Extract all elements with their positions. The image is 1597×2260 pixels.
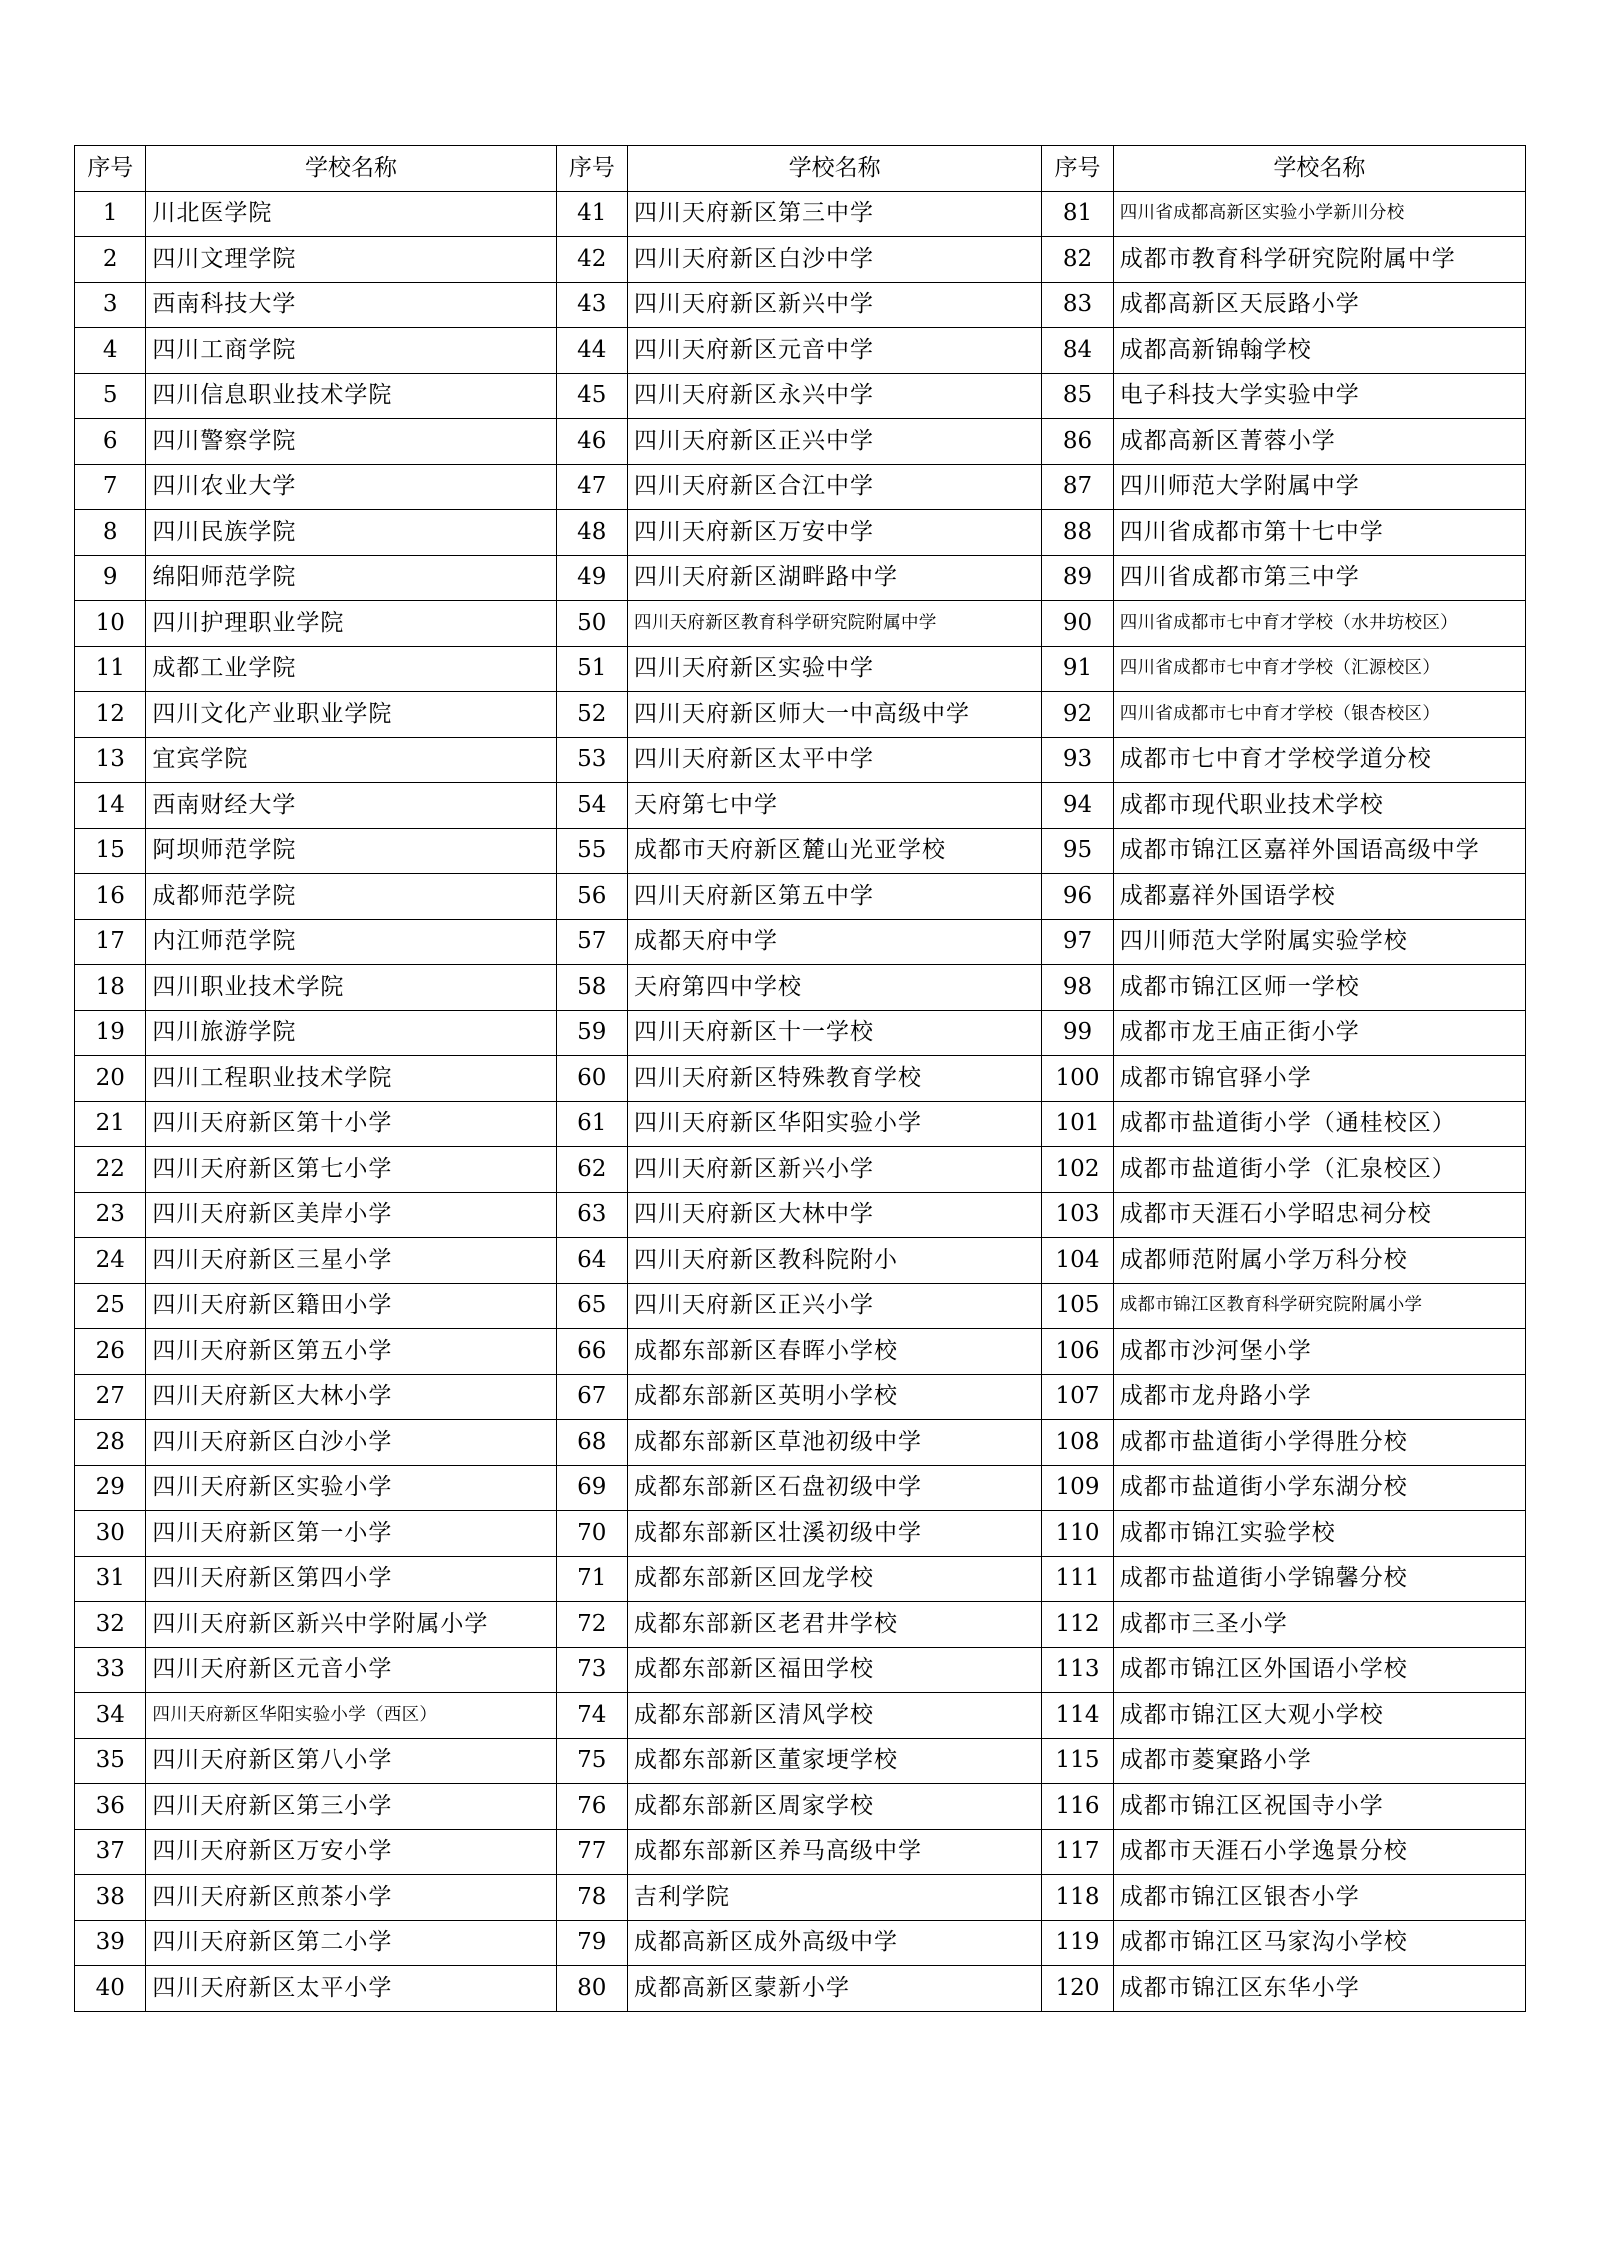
seq-number-cell: 38 xyxy=(75,1875,146,1921)
school-name-cell: 四川天府新区第五小学 xyxy=(146,1329,556,1375)
seq-number-cell: 2 xyxy=(75,237,146,283)
seq-number-cell: 48 xyxy=(556,510,627,556)
school-name-cell: 四川天府新区三星小学 xyxy=(146,1238,556,1284)
school-name-cell: 四川天府新区太平小学 xyxy=(146,1966,556,2012)
school-name-cell: 成都东部新区草池初级中学 xyxy=(628,1420,1042,1466)
school-name-cell: 成都市盐道街小学锦馨分校 xyxy=(1113,1556,1525,1602)
seq-number-cell: 111 xyxy=(1042,1556,1113,1602)
table-row xyxy=(75,237,1526,283)
seq-number-cell: 97 xyxy=(1042,919,1113,965)
seq-number-cell: 70 xyxy=(556,1511,627,1557)
seq-number-cell: 108 xyxy=(1042,1420,1113,1466)
seq-number-cell: 20 xyxy=(75,1056,146,1102)
table-row xyxy=(75,464,1526,510)
table-row xyxy=(75,1329,1526,1375)
school-name-cell: 四川天府新区实验中学 xyxy=(628,646,1042,692)
seq-number-cell: 28 xyxy=(75,1420,146,1466)
header-school-name-1: 学校名称 xyxy=(146,146,556,192)
school-name-cell: 四川天府新区永兴中学 xyxy=(628,373,1042,419)
seq-number-cell: 18 xyxy=(75,965,146,1011)
table-row xyxy=(75,1056,1526,1102)
school-name-cell: 四川天府新区万安中学 xyxy=(628,510,1042,556)
school-name-cell: 四川民族学院 xyxy=(146,510,556,556)
seq-number-cell: 37 xyxy=(75,1829,146,1875)
table-row xyxy=(75,737,1526,783)
school-name-cell: 四川工程职业技术学院 xyxy=(146,1056,556,1102)
school-name-cell: 西南科技大学 xyxy=(146,282,556,328)
seq-number-cell: 21 xyxy=(75,1101,146,1147)
school-name-cell: 四川天府新区第八小学 xyxy=(146,1738,556,1784)
school-name-cell: 天府第七中学 xyxy=(628,783,1042,829)
header-seq-3: 序号 xyxy=(1042,146,1113,192)
seq-number-cell: 3 xyxy=(75,282,146,328)
table-row xyxy=(75,965,1526,1011)
table-row xyxy=(75,373,1526,419)
seq-number-cell: 80 xyxy=(556,1966,627,2012)
seq-number-cell: 78 xyxy=(556,1875,627,1921)
seq-number-cell: 107 xyxy=(1042,1374,1113,1420)
school-name-cell: 四川天府新区实验小学 xyxy=(146,1465,556,1511)
school-name-cell: 成都高新区蒙新小学 xyxy=(628,1966,1042,2012)
school-name-cell: 四川天府新区白沙小学 xyxy=(146,1420,556,1466)
school-name-cell: 四川省成都市七中育才学校（银杏校区） xyxy=(1113,692,1525,738)
school-name-cell: 四川天府新区十一学校 xyxy=(628,1010,1042,1056)
school-name-cell: 成都市锦江区东华小学 xyxy=(1113,1966,1525,2012)
seq-number-cell: 11 xyxy=(75,646,146,692)
table-row xyxy=(75,282,1526,328)
seq-number-cell: 33 xyxy=(75,1647,146,1693)
seq-number-cell: 90 xyxy=(1042,601,1113,647)
school-name-cell: 四川天府新区新兴小学 xyxy=(628,1147,1042,1193)
seq-number-cell: 103 xyxy=(1042,1192,1113,1238)
seq-number-cell: 1 xyxy=(75,191,146,237)
table-row xyxy=(75,1693,1526,1739)
seq-number-cell: 39 xyxy=(75,1920,146,1966)
seq-number-cell: 79 xyxy=(556,1920,627,1966)
seq-number-cell: 82 xyxy=(1042,237,1113,283)
seq-number-cell: 4 xyxy=(75,328,146,374)
school-name-cell: 内江师范学院 xyxy=(146,919,556,965)
seq-number-cell: 17 xyxy=(75,919,146,965)
table-row xyxy=(75,1374,1526,1420)
header-school-name-3: 学校名称 xyxy=(1113,146,1525,192)
seq-number-cell: 91 xyxy=(1042,646,1113,692)
seq-number-cell: 110 xyxy=(1042,1511,1113,1557)
table-row xyxy=(75,1966,1526,2012)
school-name-cell: 四川天府新区正兴中学 xyxy=(628,419,1042,465)
seq-number-cell: 35 xyxy=(75,1738,146,1784)
seq-number-cell: 89 xyxy=(1042,555,1113,601)
school-name-cell: 四川师范大学附属实验学校 xyxy=(1113,919,1525,965)
school-name-cell: 四川信息职业技术学院 xyxy=(146,373,556,419)
seq-number-cell: 7 xyxy=(75,464,146,510)
seq-number-cell: 16 xyxy=(75,874,146,920)
school-name-cell: 成都师范学院 xyxy=(146,874,556,920)
seq-number-cell: 88 xyxy=(1042,510,1113,556)
school-name-cell: 成都市盐道街小学（汇泉校区） xyxy=(1113,1147,1525,1193)
school-name-cell: 成都市天涯石小学逸景分校 xyxy=(1113,1829,1525,1875)
seq-number-cell: 30 xyxy=(75,1511,146,1557)
table-row xyxy=(75,1602,1526,1648)
school-name-cell: 四川职业技术学院 xyxy=(146,965,556,1011)
seq-number-cell: 84 xyxy=(1042,328,1113,374)
seq-number-cell: 41 xyxy=(556,191,627,237)
school-name-cell: 成都市锦江区师一学校 xyxy=(1113,965,1525,1011)
school-name-cell: 成都市三圣小学 xyxy=(1113,1602,1525,1648)
table-row xyxy=(75,1738,1526,1784)
seq-number-cell: 87 xyxy=(1042,464,1113,510)
school-name-cell: 成都东部新区养马高级中学 xyxy=(628,1829,1042,1875)
seq-number-cell: 40 xyxy=(75,1966,146,2012)
seq-number-cell: 24 xyxy=(75,1238,146,1284)
seq-number-cell: 81 xyxy=(1042,191,1113,237)
seq-number-cell: 13 xyxy=(75,737,146,783)
school-name-cell: 四川天府新区教育科学研究院附属中学 xyxy=(628,601,1042,647)
table-row xyxy=(75,328,1526,374)
school-name-cell: 四川天府新区第二小学 xyxy=(146,1920,556,1966)
seq-number-cell: 14 xyxy=(75,783,146,829)
table-row xyxy=(75,919,1526,965)
school-name-cell: 四川师范大学附属中学 xyxy=(1113,464,1525,510)
school-name-cell: 成都高新区天辰路小学 xyxy=(1113,282,1525,328)
table-row xyxy=(75,1147,1526,1193)
seq-number-cell: 120 xyxy=(1042,1966,1113,2012)
school-name-cell: 四川天府新区第七小学 xyxy=(146,1147,556,1193)
seq-number-cell: 85 xyxy=(1042,373,1113,419)
table-row xyxy=(75,874,1526,920)
school-name-cell: 成都天府中学 xyxy=(628,919,1042,965)
school-name-cell: 四川天府新区元音中学 xyxy=(628,328,1042,374)
school-name-cell: 绵阳师范学院 xyxy=(146,555,556,601)
table-row xyxy=(75,828,1526,874)
seq-number-cell: 105 xyxy=(1042,1283,1113,1329)
school-name-cell: 成都市龙王庙正街小学 xyxy=(1113,1010,1525,1056)
seq-number-cell: 109 xyxy=(1042,1465,1113,1511)
seq-number-cell: 56 xyxy=(556,874,627,920)
school-name-cell: 成都东部新区回龙学校 xyxy=(628,1556,1042,1602)
school-name-cell: 四川天府新区教科院附小 xyxy=(628,1238,1042,1284)
seq-number-cell: 23 xyxy=(75,1192,146,1238)
school-name-cell: 电子科技大学实验中学 xyxy=(1113,373,1525,419)
seq-number-cell: 34 xyxy=(75,1693,146,1739)
school-name-cell: 四川天府新区第十小学 xyxy=(146,1101,556,1147)
seq-number-cell: 54 xyxy=(556,783,627,829)
seq-number-cell: 65 xyxy=(556,1283,627,1329)
school-name-cell: 成都东部新区老君井学校 xyxy=(628,1602,1042,1648)
seq-number-cell: 9 xyxy=(75,555,146,601)
seq-number-cell: 73 xyxy=(556,1647,627,1693)
seq-number-cell: 6 xyxy=(75,419,146,465)
table-row xyxy=(75,601,1526,647)
seq-number-cell: 62 xyxy=(556,1147,627,1193)
school-name-cell: 成都市天涯石小学昭忠祠分校 xyxy=(1113,1192,1525,1238)
table-row xyxy=(75,1010,1526,1056)
school-name-cell: 成都高新区成外高级中学 xyxy=(628,1920,1042,1966)
seq-number-cell: 104 xyxy=(1042,1238,1113,1284)
seq-number-cell: 83 xyxy=(1042,282,1113,328)
school-name-cell: 成都市教育科学研究院附属中学 xyxy=(1113,237,1525,283)
school-name-cell: 四川省成都市第三中学 xyxy=(1113,555,1525,601)
school-name-cell: 成都市锦江实验学校 xyxy=(1113,1511,1525,1557)
school-name-cell: 成都市盐道街小学得胜分校 xyxy=(1113,1420,1525,1466)
school-name-cell: 成都市锦江区大观小学校 xyxy=(1113,1693,1525,1739)
seq-number-cell: 116 xyxy=(1042,1784,1113,1830)
seq-number-cell: 61 xyxy=(556,1101,627,1147)
school-name-cell: 成都市锦江区银杏小学 xyxy=(1113,1875,1525,1921)
school-name-cell: 成都东部新区福田学校 xyxy=(628,1647,1042,1693)
seq-number-cell: 25 xyxy=(75,1283,146,1329)
seq-number-cell: 42 xyxy=(556,237,627,283)
school-name-cell: 成都市盐道街小学（通桂校区） xyxy=(1113,1101,1525,1147)
seq-number-cell: 75 xyxy=(556,1738,627,1784)
school-name-cell: 成都市锦官驿小学 xyxy=(1113,1056,1525,1102)
seq-number-cell: 115 xyxy=(1042,1738,1113,1784)
seq-number-cell: 112 xyxy=(1042,1602,1113,1648)
seq-number-cell: 47 xyxy=(556,464,627,510)
school-name-cell: 成都东部新区英明小学校 xyxy=(628,1374,1042,1420)
seq-number-cell: 67 xyxy=(556,1374,627,1420)
table-row xyxy=(75,1420,1526,1466)
school-name-cell: 四川天府新区万安小学 xyxy=(146,1829,556,1875)
seq-number-cell: 117 xyxy=(1042,1829,1113,1875)
seq-number-cell: 114 xyxy=(1042,1693,1113,1739)
seq-number-cell: 27 xyxy=(75,1374,146,1420)
seq-number-cell: 71 xyxy=(556,1556,627,1602)
school-name-cell: 成都市菱窠路小学 xyxy=(1113,1738,1525,1784)
seq-number-cell: 51 xyxy=(556,646,627,692)
school-name-cell: 西南财经大学 xyxy=(146,783,556,829)
seq-number-cell: 118 xyxy=(1042,1875,1113,1921)
seq-number-cell: 10 xyxy=(75,601,146,647)
school-name-cell: 四川天府新区籍田小学 xyxy=(146,1283,556,1329)
school-name-cell: 成都东部新区清风学校 xyxy=(628,1693,1042,1739)
school-name-cell: 四川省成都市七中育才学校（汇源校区） xyxy=(1113,646,1525,692)
school-name-cell: 成都市盐道街小学东湖分校 xyxy=(1113,1465,1525,1511)
table-row xyxy=(75,783,1526,829)
seq-number-cell: 86 xyxy=(1042,419,1113,465)
school-name-cell: 四川农业大学 xyxy=(146,464,556,510)
seq-number-cell: 99 xyxy=(1042,1010,1113,1056)
school-name-cell: 四川天府新区新兴中学 xyxy=(628,282,1042,328)
table-row xyxy=(75,510,1526,556)
table-row xyxy=(75,1101,1526,1147)
school-name-cell: 四川天府新区师大一中高级中学 xyxy=(628,692,1042,738)
seq-number-cell: 44 xyxy=(556,328,627,374)
school-name-cell: 四川天府新区新兴中学附属小学 xyxy=(146,1602,556,1648)
school-name-cell: 成都东部新区周家学校 xyxy=(628,1784,1042,1830)
seq-number-cell: 29 xyxy=(75,1465,146,1511)
school-name-cell: 四川天府新区美岸小学 xyxy=(146,1192,556,1238)
seq-number-cell: 36 xyxy=(75,1784,146,1830)
school-name-cell: 四川天府新区第一小学 xyxy=(146,1511,556,1557)
table-row xyxy=(75,692,1526,738)
school-name-cell: 四川警察学院 xyxy=(146,419,556,465)
seq-number-cell: 95 xyxy=(1042,828,1113,874)
seq-number-cell: 96 xyxy=(1042,874,1113,920)
seq-number-cell: 100 xyxy=(1042,1056,1113,1102)
school-name-cell: 吉利学院 xyxy=(628,1875,1042,1921)
seq-number-cell: 22 xyxy=(75,1147,146,1193)
seq-number-cell: 55 xyxy=(556,828,627,874)
school-name-cell: 四川天府新区特殊教育学校 xyxy=(628,1056,1042,1102)
school-name-cell: 四川天府新区第三中学 xyxy=(628,191,1042,237)
school-name-cell: 成都市锦江区马家沟小学校 xyxy=(1113,1920,1525,1966)
table-row xyxy=(75,1920,1526,1966)
header-seq-2: 序号 xyxy=(556,146,627,192)
table-row xyxy=(75,1511,1526,1557)
school-name-cell: 四川省成都高新区实验小学新川分校 xyxy=(1113,191,1525,237)
school-name-cell: 四川天府新区大林小学 xyxy=(146,1374,556,1420)
school-name-cell: 四川文化产业职业学院 xyxy=(146,692,556,738)
school-name-cell: 四川工商学院 xyxy=(146,328,556,374)
school-name-cell: 四川天府新区煎茶小学 xyxy=(146,1875,556,1921)
seq-number-cell: 43 xyxy=(556,282,627,328)
seq-number-cell: 119 xyxy=(1042,1920,1113,1966)
school-name-cell: 四川天府新区第四小学 xyxy=(146,1556,556,1602)
header-seq-1: 序号 xyxy=(75,146,146,192)
seq-number-cell: 8 xyxy=(75,510,146,556)
seq-number-cell: 59 xyxy=(556,1010,627,1056)
school-name-cell: 成都高新锦翰学校 xyxy=(1113,328,1525,374)
school-name-cell: 四川天府新区合江中学 xyxy=(628,464,1042,510)
school-name-cell: 四川天府新区大林中学 xyxy=(628,1192,1042,1238)
table-row xyxy=(75,191,1526,237)
seq-number-cell: 77 xyxy=(556,1829,627,1875)
seq-number-cell: 101 xyxy=(1042,1101,1113,1147)
school-list-table xyxy=(74,145,1526,2012)
school-name-cell: 成都市现代职业技术学校 xyxy=(1113,783,1525,829)
seq-number-cell: 53 xyxy=(556,737,627,783)
seq-number-cell: 113 xyxy=(1042,1647,1113,1693)
table-row xyxy=(75,1238,1526,1284)
school-name-cell: 四川天府新区华阳实验小学 xyxy=(628,1101,1042,1147)
seq-number-cell: 15 xyxy=(75,828,146,874)
seq-number-cell: 76 xyxy=(556,1784,627,1830)
seq-number-cell: 106 xyxy=(1042,1329,1113,1375)
table-row xyxy=(75,1192,1526,1238)
seq-number-cell: 5 xyxy=(75,373,146,419)
school-name-cell: 成都师范附属小学万科分校 xyxy=(1113,1238,1525,1284)
school-name-cell: 成都东部新区石盘初级中学 xyxy=(628,1465,1042,1511)
table-row xyxy=(75,1283,1526,1329)
school-name-cell: 四川文理学院 xyxy=(146,237,556,283)
school-name-cell: 成都东部新区董家埂学校 xyxy=(628,1738,1042,1784)
table-row xyxy=(75,1465,1526,1511)
school-name-cell: 成都东部新区壮溪初级中学 xyxy=(628,1511,1042,1557)
school-name-cell: 成都东部新区春晖小学校 xyxy=(628,1329,1042,1375)
seq-number-cell: 46 xyxy=(556,419,627,465)
school-name-cell: 成都市七中育才学校学道分校 xyxy=(1113,737,1525,783)
seq-number-cell: 26 xyxy=(75,1329,146,1375)
seq-number-cell: 66 xyxy=(556,1329,627,1375)
table-row xyxy=(75,555,1526,601)
seq-number-cell: 45 xyxy=(556,373,627,419)
seq-number-cell: 72 xyxy=(556,1602,627,1648)
school-name-cell: 成都市沙河堡小学 xyxy=(1113,1329,1525,1375)
school-name-cell: 成都市龙舟路小学 xyxy=(1113,1374,1525,1420)
school-name-cell: 成都市锦江区祝国寺小学 xyxy=(1113,1784,1525,1830)
school-name-cell: 天府第四中学校 xyxy=(628,965,1042,1011)
table-row xyxy=(75,1556,1526,1602)
school-name-cell: 四川省成都市第十七中学 xyxy=(1113,510,1525,556)
seq-number-cell: 19 xyxy=(75,1010,146,1056)
seq-number-cell: 57 xyxy=(556,919,627,965)
school-name-cell: 四川护理职业学院 xyxy=(146,601,556,647)
seq-number-cell: 32 xyxy=(75,1602,146,1648)
school-name-cell: 四川天府新区太平中学 xyxy=(628,737,1042,783)
school-name-cell: 四川天府新区正兴小学 xyxy=(628,1283,1042,1329)
table-body xyxy=(75,191,1526,2011)
school-name-cell: 成都市锦江区教育科学研究院附属小学 xyxy=(1113,1283,1525,1329)
seq-number-cell: 98 xyxy=(1042,965,1113,1011)
seq-number-cell: 68 xyxy=(556,1420,627,1466)
school-name-cell: 四川天府新区湖畔路中学 xyxy=(628,555,1042,601)
table-row xyxy=(75,1875,1526,1921)
school-name-cell: 四川天府新区第五中学 xyxy=(628,874,1042,920)
table-row xyxy=(75,1829,1526,1875)
table-row xyxy=(75,1784,1526,1830)
seq-number-cell: 50 xyxy=(556,601,627,647)
seq-number-cell: 92 xyxy=(1042,692,1113,738)
school-name-cell: 成都工业学院 xyxy=(146,646,556,692)
table-row xyxy=(75,646,1526,692)
header-school-name-2: 学校名称 xyxy=(628,146,1042,192)
seq-number-cell: 93 xyxy=(1042,737,1113,783)
seq-number-cell: 102 xyxy=(1042,1147,1113,1193)
school-name-cell: 四川天府新区第三小学 xyxy=(146,1784,556,1830)
table-header-row xyxy=(75,146,1526,192)
seq-number-cell: 64 xyxy=(556,1238,627,1284)
seq-number-cell: 69 xyxy=(556,1465,627,1511)
school-name-cell: 成都高新区菁蓉小学 xyxy=(1113,419,1525,465)
seq-number-cell: 74 xyxy=(556,1693,627,1739)
seq-number-cell: 63 xyxy=(556,1192,627,1238)
seq-number-cell: 12 xyxy=(75,692,146,738)
seq-number-cell: 58 xyxy=(556,965,627,1011)
seq-number-cell: 94 xyxy=(1042,783,1113,829)
seq-number-cell: 31 xyxy=(75,1556,146,1602)
school-name-cell: 成都市锦江区嘉祥外国语高级中学 xyxy=(1113,828,1525,874)
school-name-cell: 成都嘉祥外国语学校 xyxy=(1113,874,1525,920)
school-name-cell: 宜宾学院 xyxy=(146,737,556,783)
school-name-cell: 阿坝师范学院 xyxy=(146,828,556,874)
school-name-cell: 四川天府新区白沙中学 xyxy=(628,237,1042,283)
school-name-cell: 川北医学院 xyxy=(146,191,556,237)
school-name-cell: 成都市天府新区麓山光亚学校 xyxy=(628,828,1042,874)
school-name-cell: 四川天府新区华阳实验小学（西区） xyxy=(146,1693,556,1739)
school-name-cell: 四川旅游学院 xyxy=(146,1010,556,1056)
table-row xyxy=(75,419,1526,465)
table-row xyxy=(75,1647,1526,1693)
school-name-cell: 四川天府新区元音小学 xyxy=(146,1647,556,1693)
seq-number-cell: 60 xyxy=(556,1056,627,1102)
school-name-cell: 成都市锦江区外国语小学校 xyxy=(1113,1647,1525,1693)
school-name-cell: 四川省成都市七中育才学校（水井坊校区） xyxy=(1113,601,1525,647)
seq-number-cell: 52 xyxy=(556,692,627,738)
seq-number-cell: 49 xyxy=(556,555,627,601)
